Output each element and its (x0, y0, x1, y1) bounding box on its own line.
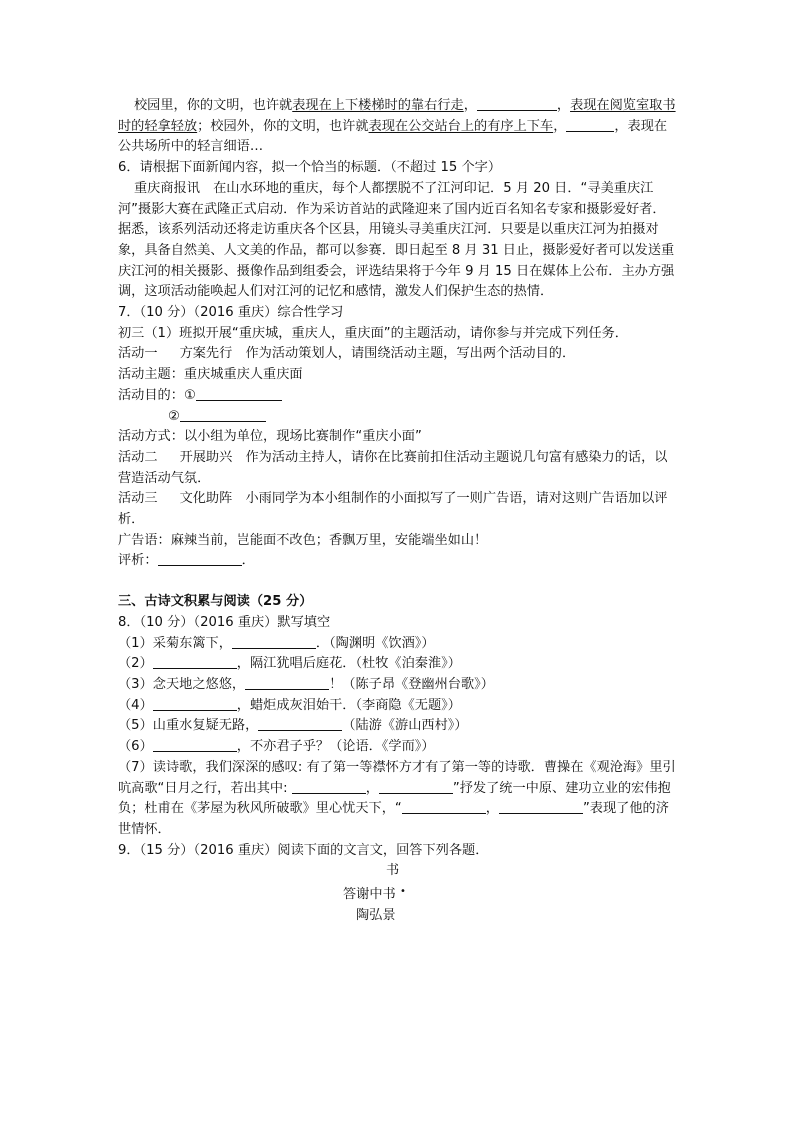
q7-intro: 初三（1）班拟开展“重庆城，重庆人，重庆面”的主题活动，请你参与并完成下列任务． (118, 325, 628, 341)
document-page (118, 96, 678, 926)
q7-mark-2: ② (168, 408, 180, 424)
q8-line-7 (118, 758, 678, 841)
q8-line-2-b: ，隔江犹唱后庭花．（杜牧《泊秦淮》） (236, 656, 461, 672)
q8-line-6-b: ，不亦君子乎？（论语．《学而》） (236, 739, 435, 755)
q8-blank-1[interactable] (232, 634, 316, 649)
q8-line-5-b: （陆游《游山西村》） (342, 718, 468, 734)
q5-text-2: ， (463, 98, 477, 113)
q8-line-3-a: （3）念天地之悠悠， (118, 676, 246, 692)
q8-blank-2[interactable] (153, 654, 237, 669)
q9-title-block (118, 861, 678, 926)
q5-text-5: ， (553, 118, 567, 134)
q5-blank-2[interactable] (566, 117, 614, 132)
q8-line-1-b: ．（陶渊明《饮酒》） (315, 635, 435, 651)
q9-title-dot: • (399, 886, 406, 898)
q8-line-5 (118, 716, 678, 737)
q7-purpose-label: 活动目的： (118, 387, 184, 403)
q7-activity-1-text: 方案先行 作为活动策划人，请围绕活动主题，写出两个活动目的． (179, 346, 576, 362)
q7-activity-3 (118, 489, 678, 530)
section-3-heading: 三、古诗文积累与阅读（25 分） (118, 594, 313, 610)
q5-underline-3: 表现在公交站台上的有序上下车 (368, 118, 554, 134)
q8-line-3-b: ！（陈子昂《登幽州台歌》） (329, 676, 494, 692)
q9-title (118, 882, 678, 906)
q8-line-6-a: （6） (118, 739, 153, 755)
q9-prompt: 9．（15 分）（2016 重庆）阅读下面的文言文，回答下列各题． (118, 842, 489, 858)
q7-prompt: 7．（10 分）（2016 重庆）综合性学习 (118, 305, 344, 321)
q8-line-7-e: ”表现了他的济世情怀． (118, 801, 669, 837)
q7-purpose-blank-2[interactable] (180, 407, 266, 422)
q5-text-1: 校园里，你的文明，也许就 (134, 98, 293, 113)
q9-title-text: 答谢中书 (343, 887, 396, 903)
q8-blank-4[interactable] (153, 696, 237, 711)
q7-eval-label: 评析： (118, 553, 158, 569)
q8-line-2 (118, 654, 678, 675)
q8-line-1-a: （1）采菊东篱下， (118, 635, 232, 651)
q7-ad: 广告语：麻辣当前，岂能面不改色；香飘万里，安能端坐如山！ (118, 532, 488, 548)
q9-author: 陶弘景 (356, 907, 396, 923)
q5-passage (118, 96, 678, 158)
q8-blank-7[interactable] (292, 779, 366, 794)
q8-blank-10[interactable] (499, 799, 583, 814)
q7-activity-2-text: 开展助兴 作为活动主持人，请你在比赛前扣住活动主题说几句富有感染力的话，以营造活动气氛． (118, 449, 668, 486)
q7-method: 活动方式：以小组为单位，现场比赛制作“重庆小面” (118, 429, 422, 445)
q8-blank-6[interactable] (153, 737, 237, 752)
q7-eval-blank[interactable] (158, 551, 242, 566)
q7-purpose-blank-1[interactable] (196, 386, 282, 401)
q7-activity-3-text: 文化助阵 小雨同学为本小组制作的小面拟写了一则广告语，请对这则广告语加以评析． (118, 491, 668, 528)
q7-activity-1-label: 活动一 (118, 346, 158, 362)
q7-activity-3-label: 活动三 (118, 491, 158, 507)
q8-line-1 (118, 634, 678, 655)
q5-blank-1[interactable] (477, 96, 557, 111)
q5-underline-2: 表现在阅览室取书时的轻拿轻放 (118, 98, 676, 134)
q8-line-4 (118, 696, 678, 717)
q7-activity-2 (118, 448, 678, 489)
q7-theme: 活动主题：重庆城重庆人重庆面 (118, 367, 303, 383)
q8-blank-5[interactable] (258, 716, 342, 731)
q8-line-4-a: （4） (118, 697, 153, 713)
q7-eval-end: ． (241, 553, 255, 569)
q7-purpose-2 (118, 407, 678, 428)
q8-line-6 (118, 737, 678, 758)
q5-text-3: ， (556, 98, 571, 113)
q5-underline-1: 表现在上下楼梯时的靠右行走 (292, 98, 464, 113)
q8-blank-8[interactable] (379, 779, 453, 794)
q5-text-6: ，表现在公共场所中的轻言细语… (118, 118, 668, 155)
q8-prompt: 8．（10 分）（2016 重庆）默写填空 (118, 614, 331, 630)
q7-purpose-1 (118, 386, 678, 407)
q8-blank-3[interactable] (245, 675, 329, 690)
q7-mark-1: ① (183, 387, 196, 403)
q8-line-4-b: ，蜡炬成灰泪始干．（李商隐《无题》） (236, 697, 461, 713)
q8-line-7-c: ”抒发了统一中原、建功立业的宏伟抱负；杜甫在《茅屋为秋风所破歌》里心忧天下，“ (118, 780, 671, 817)
q8-line-5-a: （5）山重水复疑无路， (118, 718, 259, 734)
q8-line-3 (118, 675, 678, 696)
q8-line-2-a: （2） (118, 656, 153, 672)
q8-line-7-a: （7）读诗歌，我们深深的感叹: 有了第一等襟怀方才有了第一等的诗歌．曹操在《观沧海》里引吭高歌“日月之行，若出其中: (118, 759, 676, 796)
q8-line-7-d: ， (485, 801, 499, 817)
q8-blank-9[interactable] (402, 799, 486, 814)
q7-activity-1 (118, 344, 678, 365)
q5-text-4: ；校园外，你的文明，也许就 (197, 118, 369, 134)
q8-line-7-b: ， (365, 780, 379, 796)
q6-prompt: 6．请根据下面新闻内容，拟一个恰当的标题．（不超过 15 个字） (118, 160, 502, 176)
q7-evaluation (118, 551, 678, 572)
q7-activity-2-label: 活动二 (118, 449, 158, 465)
q9-title-top: 书 (386, 863, 400, 879)
q6-news: 重庆商报讯 在山水环地的重庆，每个人都摆脱不了江河印记．5 月 20 日．“寻美重庆江河”摄影大赛在武隆正式启动．作为采访首站的武隆迎来了国内近百名知名专家和摄影爱好者．据悉，该系列活动还将走访重庆各个区县，用镜头寻美重庆江河．只要是以重庆江河为拍摄对象，具备自然美、人文美的作品，都可以参赛．即日起至 8 月 31 日止，摄影爱好者可以发送重庆江河的相关摄影、摄像作品到组委会，评选结果将于今年 9 月 15 日在媒体上公布．主办方强调，这项活动能唤起人们对江河的记忆和感情，激发人们保护生态的热情． (118, 180, 675, 300)
